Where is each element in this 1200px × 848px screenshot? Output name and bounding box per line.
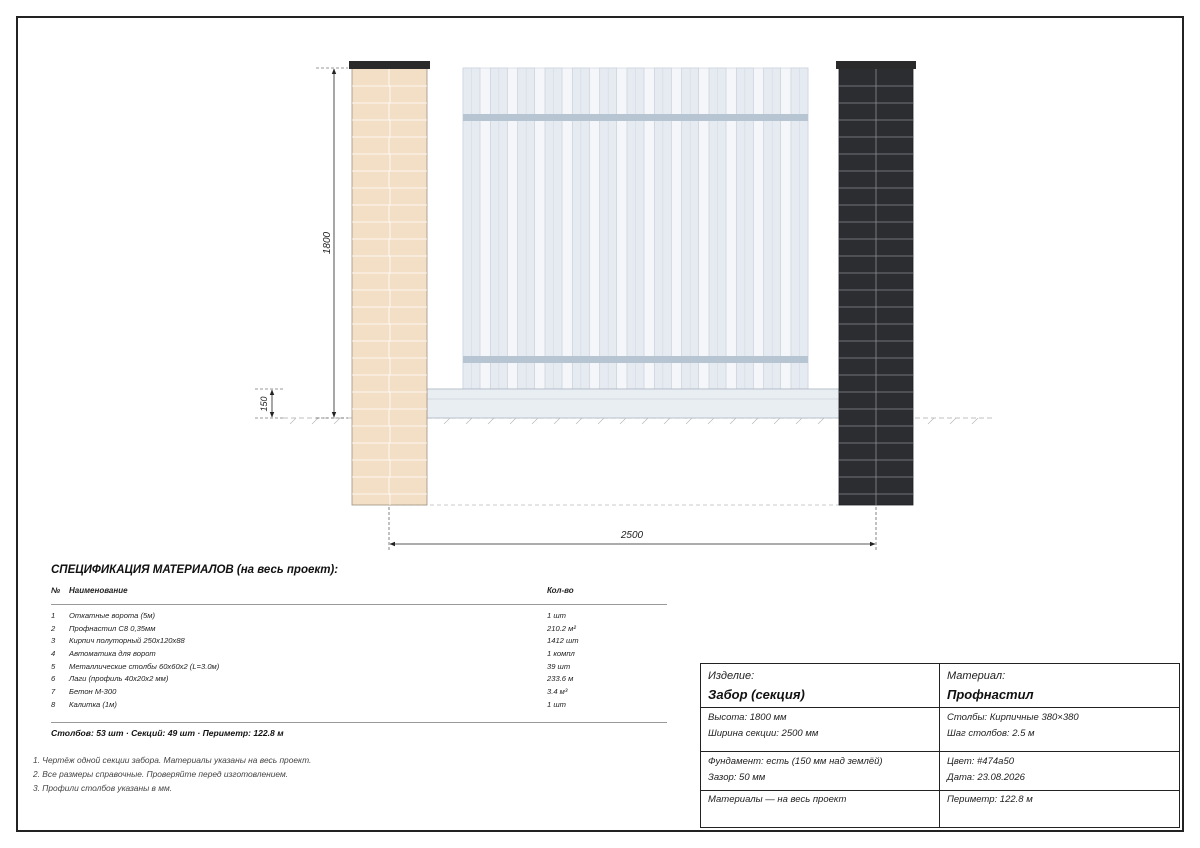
spec-row-name: Калитка (1м): [69, 699, 117, 709]
height-dimension: [316, 68, 348, 418]
spec-row-num: 3: [51, 636, 56, 646]
section-width-value: Ширина секции: 2500 мм: [708, 728, 819, 739]
post-step-value: Шаг столбов: 2.5 м: [947, 728, 1035, 739]
spec-row-num: 7: [51, 687, 56, 697]
spec-row-qty: 1 шт: [547, 611, 566, 620]
spec-row-name: Профнастил С8 0,35мм: [69, 623, 156, 633]
spec-row-qty: 210.2 м²: [547, 623, 576, 633]
spec-header: [51, 586, 667, 605]
left-pillar: [349, 61, 430, 505]
note-item: 2. Все размеры справочные. Проверяйте перед изготовлением.: [33, 769, 289, 779]
height-dimension-label: 1800: [322, 231, 333, 255]
spec-header-qty: Кол-во: [547, 586, 574, 595]
spec-row: [51, 673, 667, 686]
materials-spec: [51, 564, 667, 738]
note-item: 1. Чертёж одной секции забора. Материалы указаны на весь проект.: [33, 755, 312, 765]
note-item: 3. Профили столбов указаны в мм.: [33, 783, 173, 793]
width-dimension-label: 2500: [620, 530, 644, 541]
spec-row: [51, 648, 667, 661]
spec-row-num: 4: [51, 649, 56, 659]
top-rail: [463, 114, 808, 121]
spec-row-qty: 3.4 м³: [547, 687, 568, 697]
posts-value: Столбы: Кирпичные 380×380: [947, 712, 1079, 723]
spec-row: [51, 686, 667, 699]
bottom-rail: [463, 356, 808, 363]
spec-header-num: №: [51, 586, 61, 595]
spec-row-qty: 1412 шт: [547, 636, 579, 646]
spec-row-num: 6: [51, 674, 56, 684]
spec-row-name: Бетон М-300: [69, 687, 117, 697]
spec-row-num: 1: [51, 611, 56, 620]
spec-row-name: Откатные ворота (5м): [69, 611, 155, 620]
product-label: Изделие:: [708, 670, 755, 682]
spec-row-qty: 233.6 м: [547, 674, 574, 684]
spec-rows: [51, 605, 667, 723]
spec-row-qty: 1 шт: [547, 699, 566, 709]
spec-row-name: Лаги (профиль 40х20х2 мм): [69, 674, 169, 684]
title-block: [700, 663, 1180, 828]
height-value: Высота: 1800 мм: [708, 712, 787, 723]
spec-row-name: Кирпич полуторный 250х120х88: [69, 636, 185, 646]
spec-row-qty: 1 компл: [547, 649, 575, 659]
foundation-value: Фундамент: есть (150 мм над землёй): [708, 756, 883, 767]
material-label: Материал:: [947, 670, 1006, 682]
spec-row-name: Металлические столбы 60х60х2 (L=3.0м): [69, 661, 220, 671]
spec-summary: Столбов: 53 шт · Секций: 49 шт · Периметр: 122.8 м: [51, 727, 284, 738]
color-value: Цвет: #474a50: [947, 756, 1015, 767]
right-pillar: [836, 61, 916, 505]
spec-row: [51, 661, 667, 674]
materials-note: Материалы — на весь проект: [708, 794, 847, 805]
spec-row-name: Автоматика для ворот: [69, 649, 156, 659]
spec-row-num: 5: [51, 661, 56, 671]
spec-row: [51, 635, 667, 648]
spec-row: [51, 699, 667, 712]
material-value: Профнастил: [947, 687, 1034, 702]
date-value: Дата: 23.08.2026: [947, 772, 1025, 783]
spec-row: [51, 610, 667, 623]
spec-title: СПЕЦИФИКАЦИЯ МАТЕРИАЛОВ (на весь проект):: [51, 564, 339, 576]
width-dimension: [389, 507, 876, 550]
base-dimension-label: 150: [259, 396, 269, 412]
spec-row-num: 2: [51, 623, 56, 633]
drawing-notes: [33, 753, 311, 795]
base-dimension: [255, 389, 285, 418]
spec-header-name: Наименование: [69, 586, 128, 595]
spec-row: [51, 623, 667, 636]
fence-base: [427, 389, 839, 418]
product-value: Забор (секция): [708, 687, 805, 702]
spec-row-qty: 39 шт: [547, 661, 571, 671]
perimeter-value: Периметр: 122.8 м: [947, 794, 1033, 805]
spec-row-num: 8: [51, 699, 56, 709]
gap-value: Зазор: 50 мм: [708, 772, 766, 783]
